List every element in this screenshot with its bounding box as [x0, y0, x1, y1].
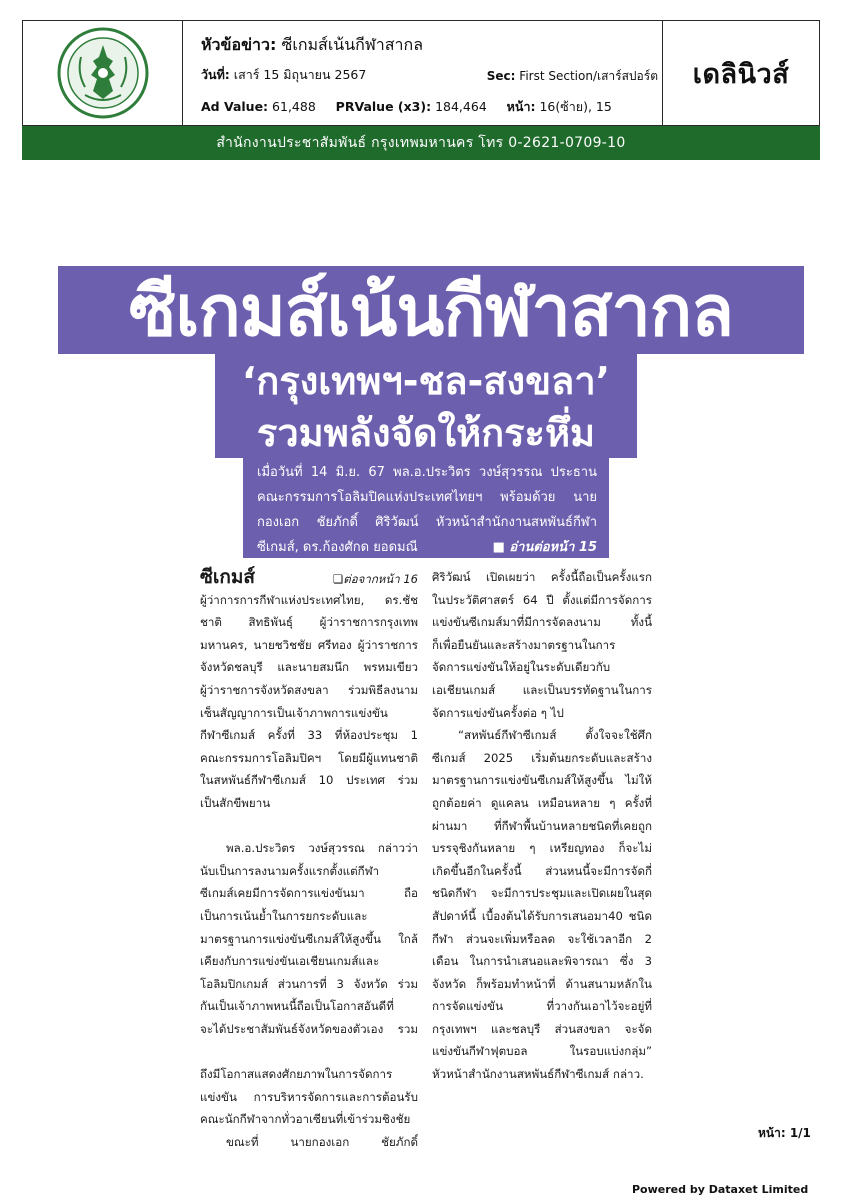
body-line: กีฬาซีเกมส์ ครั้งที่ 33 ที่ห้องประชุม 1: [200, 728, 418, 743]
body-line: ชนิดกีฬา จะมีการประชุมและเปิดเผยในสุด: [432, 886, 652, 901]
body-line: ชาติ สิทธิพันธุ์ ผู้ว่าราชการกรุงเทพ: [200, 615, 418, 630]
paragraph-gap: [200, 1040, 418, 1063]
article-column-right: [432, 566, 652, 1086]
headline-meta-value: ซีเกมส์เน้นกีฬาสากล: [281, 35, 424, 54]
lead-line-last: [257, 535, 597, 560]
section-meta: [487, 67, 658, 86]
article-kicker: ซีเกมส์: [200, 566, 256, 588]
body-line: เกิดขึ้นอีกในครั้งนี้ ส่วนหนนี้จะมีการจัดกี่: [432, 863, 652, 878]
body-line: ถูกต้อยค่า ดูแคลน เหมือนหลาย ๆ ครั้งที่: [432, 795, 652, 810]
section-meta-value: First Section/เสาร์สปอร์ต: [519, 69, 658, 83]
body-line: จะได้ประชาสัมพันธ์จังหวัดของตัวเอง รวม: [200, 1021, 418, 1036]
body-line: ซีเกมส์เคยมีการจัดการแข่งขันมา ถือ: [200, 886, 418, 901]
body-line: ผ่านมา ที่กีฬาพื้นบ้านหลายชนิดที่เคยถูก: [432, 818, 652, 833]
body-line: พล.อ.ประวิตร วงษ์สุวรรณ กล่าวว่า: [226, 841, 418, 856]
body-line: แข่งขัน การบริหารจัดการและการต้อนรับ: [200, 1089, 418, 1104]
date-meta-label: วันที่:: [201, 67, 230, 82]
paragraph-gap: [200, 815, 418, 838]
body-line: เคียงกับการแข่งขันเอเชียนเกมส์และ: [200, 954, 380, 969]
body-line: ในสหพันธ์กีฬาซีเกมส์ 10 ประเทศ ร่วม: [200, 773, 418, 788]
body-line: ถึงมีโอกาสแสดงศักยภาพในการจัดการ: [200, 1067, 393, 1082]
clipping-header: [22, 20, 820, 126]
publication-name: เดลินิวส์: [692, 58, 790, 90]
body-line: เซ็นสัญญาการเป็นเจ้าภาพการแข่งขัน: [200, 705, 388, 720]
headline-meta-label: หัวข้อข่าว:: [201, 35, 277, 54]
body-line: กันเป็นเจ้าภาพหนนี้ถือเป็นโอกาสอันดีที่: [200, 999, 394, 1014]
body-line: แข่งขันซีเกมส์มาที่มีการจัดลงนาม ทั้งนี้: [432, 615, 652, 630]
body-line: กรุงเทพฯ และชลบุรี ส่วนสงขลา จะจัด: [432, 1021, 652, 1036]
body-line: มหานคร, นายชวิชชัย ศรีทอง ผู้ว่าราชการ: [200, 637, 418, 652]
page-meta-value: 16(ซ้าย), 15: [539, 99, 612, 114]
body-line: จังหวัดชลบุรี และนายสมนึก พรหมเขียว: [200, 660, 418, 675]
bangkok-seal-icon: [57, 27, 149, 119]
lead-line: คณะกรรมการโอลิมปิคแห่งประเทศไทยฯ พร้อมด้วย นาย: [257, 490, 597, 505]
body-line: ซีเกมส์ 2025 เริ่มต้นยกระดับและสร้าง: [432, 750, 652, 765]
body-line: จัดการแข่งขันครั้งต่อ ๆ ไป: [432, 705, 564, 720]
pr-value: 184,464: [435, 99, 487, 114]
logo-cell: [23, 21, 183, 125]
lead-line: ซีเกมส์, ดร.ก้องศักด ยอดมณี: [257, 540, 418, 555]
body-line: ผู้ว่าการการกีฬาแห่งประเทศไทย, ดร.ชัช: [200, 592, 418, 607]
body-line: ขณะที่ นายกองเอก ชัยภักดิ์: [226, 1134, 418, 1149]
page-indicator: หน้า: 1/1: [758, 1126, 811, 1140]
body-line: เดือน ในการนำเสนอและพิจารณา ซึ่ง 3: [432, 954, 652, 969]
body-line: มาตรฐานการแข่งขันซีเกมส์ให้สูงขึ้น ใกล้: [200, 931, 418, 946]
body-line: นับเป็นการลงนามครั้งแรกตั้งแต่กีฬา: [200, 863, 380, 878]
body-line: คณะกรรมการโอลิมปิคฯ โดยมีผู้แทนชาติ: [200, 750, 418, 765]
body-line: จัดการแข่งขันให้อยู่ในระดับเดียวกับ: [432, 660, 611, 675]
powered-by: Powered by Dataxet Limited: [632, 1183, 809, 1196]
body-line: “สหพันธ์กีฬาซีเกมส์ ตั้งใจจะใช้ศึก: [458, 728, 652, 743]
lead-line: กองเอก ชัยภักดิ์ ศิริวัฒน์ หัวหน้าสำนักงานสหพันธ์กีฬา: [257, 515, 597, 530]
body-line: จังหวัด ก็พร้อมทำหน้าที่ ด้านสนามหลักใน: [432, 976, 652, 991]
ad-value-label: Ad Value:: [201, 99, 269, 114]
body-line: มาตรฐานการแข่งขันซีเกมส์ให้สูงขึ้น ไม่ให้: [432, 773, 652, 788]
body-line: สัปดาห์นี้ เบื้องต้นได้รับการเสนอมา40 ชนิด: [432, 908, 652, 923]
article-column-left: [200, 566, 418, 1153]
page-meta-label: หน้า:: [506, 99, 536, 114]
body-line: เอเชียนเกมส์ และเป็นบรรทัดฐานในการ: [432, 682, 652, 697]
office-contact-bar: สำนักงานประชาสัมพันธ์ กรุงเทพมหานคร โทร 0-2621-0709-10: [22, 126, 820, 160]
article-lead: [243, 458, 609, 558]
body-line: แข่งขันกีฬาฟุตบอล ในรอบแบ่งกลุ่ม”: [432, 1044, 652, 1059]
headline-meta-row: [201, 33, 423, 58]
date-meta-value: เสาร์ 15 มิถุนายน 2567: [233, 67, 367, 82]
section-meta-label: Sec:: [486, 69, 516, 83]
body-line: หัวหน้าสำนักงานสหพันธ์กีฬาซีเกมส์ กล่าว.: [432, 1067, 644, 1082]
lead-line: เมื่อวันที่ 14 มิ.ย. 67 พล.อ.ประวิตร วงษ์สุวรรณ ประธาน: [257, 465, 597, 480]
continued-from: ❏ต่อจากหน้า 16: [332, 572, 418, 586]
body-line: กีฬา ส่วนจะเพิ่มหรือลด จะใช้เวลาอีก 2: [432, 931, 652, 946]
body-line: การจัดแข่งขัน ที่วางกันเอาไว้จะอยู่ที่: [432, 999, 652, 1014]
ad-value: 61,488: [272, 99, 316, 114]
date-meta-row: [201, 65, 366, 85]
body-line: ก็เพื่อยืนยันและสร้างมาตรฐานในการ: [432, 637, 616, 652]
body-line: ศิริวัฒน์ เปิดเผยว่า ครั้งนี้ถือเป็นครั้งแรก: [432, 570, 652, 584]
article-subhead-2: รวมพลังจัดให้กระหึ่ม: [215, 406, 637, 458]
body-line: ผู้ว่าราชการจังหวัดสงขลา ร่วมพิธีลงนาม: [200, 682, 418, 697]
article-subhead-1: ‘กรุงเทพฯ-ชล-สงขลา’: [215, 354, 637, 406]
pr-value-label: PRValue (x3):: [335, 99, 432, 114]
read-more-link: ■ อ่านต่อหน้า 15: [492, 540, 597, 555]
body-line: เป็นสักขีพยาน: [200, 795, 271, 810]
body-line: คณะนักกีฬาจากทั่วอาเซียนที่เข้าร่วมชิงชัย: [200, 1112, 411, 1127]
article-headline: ซีเกมส์เน้นกีฬาสากล: [58, 266, 804, 354]
body-line: บรรจุชิงกันหลาย ๆ เหรียญทอง ก็จะไม่: [432, 841, 652, 856]
kicker-row: [200, 566, 418, 589]
body-line: เป็นการเน้นย้ำในการยกระดับและ: [200, 908, 368, 923]
body-line: โอลิมปิกเกมส์ ส่วนการที่ 3 จังหวัด ร่วม: [200, 976, 418, 991]
value-meta-row: [201, 97, 612, 117]
body-line: ในประวัติศาสตร์ 64 ปี ตั้งแต่มีการจัดการ: [432, 592, 652, 607]
clipping-info: [183, 21, 663, 125]
